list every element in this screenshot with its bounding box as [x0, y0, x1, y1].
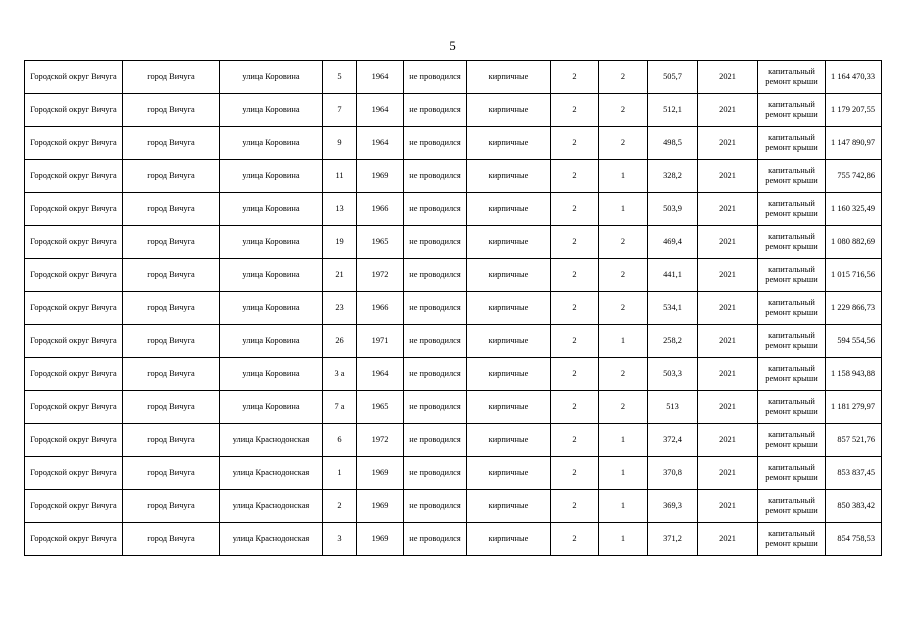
locality-cell: город Вичуга: [123, 424, 220, 457]
house-number-cell: 1: [323, 457, 357, 490]
street-cell: улица Краснодонская: [220, 523, 323, 556]
floors-cell: 2: [551, 424, 599, 457]
work-type-cell: капитальный ремонт крыши: [758, 292, 826, 325]
locality-cell: город Вичуга: [123, 457, 220, 490]
plan-year-cell: 2021: [698, 424, 758, 457]
table-body: [25, 61, 882, 556]
floors-cell: 2: [551, 94, 599, 127]
plan-year-cell: 2021: [698, 391, 758, 424]
work-type-cell: капитальный ремонт крыши: [758, 94, 826, 127]
cost-cell: 1 160 325,49: [826, 193, 882, 226]
table-row: [25, 523, 882, 556]
municipality-cell: Городской округ Вичуга: [25, 160, 123, 193]
area-cell: 469,4: [648, 226, 698, 259]
year-built-cell: 1969: [357, 160, 404, 193]
municipality-cell: Городской округ Вичуга: [25, 523, 123, 556]
municipality-cell: Городской округ Вичуга: [25, 292, 123, 325]
entrances-cell: 2: [599, 259, 648, 292]
plan-year-cell: 2021: [698, 193, 758, 226]
plan-year-cell: 2021: [698, 226, 758, 259]
year-built-cell: 1969: [357, 457, 404, 490]
wall-material-cell: кирпичные: [467, 523, 551, 556]
table-row: [25, 391, 882, 424]
area-cell: 370,8: [648, 457, 698, 490]
last-repair-cell: не проводился: [404, 391, 467, 424]
area-cell: 498,5: [648, 127, 698, 160]
floors-cell: 2: [551, 358, 599, 391]
area-cell: 503,9: [648, 193, 698, 226]
table-row: [25, 457, 882, 490]
locality-cell: город Вичуга: [123, 127, 220, 160]
work-type-cell: капитальный ремонт крыши: [758, 523, 826, 556]
locality-cell: город Вичуга: [123, 490, 220, 523]
house-number-cell: 13: [323, 193, 357, 226]
locality-cell: город Вичуга: [123, 193, 220, 226]
year-built-cell: 1965: [357, 226, 404, 259]
table-row: [25, 160, 882, 193]
locality-cell: город Вичуга: [123, 523, 220, 556]
street-cell: улица Коровина: [220, 127, 323, 160]
area-cell: 505,7: [648, 61, 698, 94]
table-row: [25, 127, 882, 160]
cost-cell: 594 554,56: [826, 325, 882, 358]
cost-cell: 1 147 890,97: [826, 127, 882, 160]
locality-cell: город Вичуга: [123, 94, 220, 127]
wall-material-cell: кирпичные: [467, 160, 551, 193]
area-cell: 503,3: [648, 358, 698, 391]
street-cell: улица Коровина: [220, 226, 323, 259]
house-number-cell: 11: [323, 160, 357, 193]
municipality-cell: Городской округ Вичуга: [25, 424, 123, 457]
plan-year-cell: 2021: [698, 490, 758, 523]
house-number-cell: 3 а: [323, 358, 357, 391]
house-number-cell: 9: [323, 127, 357, 160]
wall-material-cell: кирпичные: [467, 193, 551, 226]
plan-year-cell: 2021: [698, 160, 758, 193]
last-repair-cell: не проводился: [404, 325, 467, 358]
work-type-cell: капитальный ремонт крыши: [758, 193, 826, 226]
entrances-cell: 1: [599, 523, 648, 556]
entrances-cell: 1: [599, 424, 648, 457]
locality-cell: город Вичуга: [123, 325, 220, 358]
plan-year-cell: 2021: [698, 457, 758, 490]
cost-cell: 1 164 470,33: [826, 61, 882, 94]
last-repair-cell: не проводился: [404, 292, 467, 325]
table-row: [25, 325, 882, 358]
house-number-cell: 3: [323, 523, 357, 556]
floors-cell: 2: [551, 61, 599, 94]
floors-cell: 2: [551, 391, 599, 424]
plan-year-cell: 2021: [698, 61, 758, 94]
entrances-cell: 1: [599, 490, 648, 523]
work-type-cell: капитальный ремонт крыши: [758, 358, 826, 391]
area-cell: 372,4: [648, 424, 698, 457]
floors-cell: 2: [551, 127, 599, 160]
plan-year-cell: 2021: [698, 325, 758, 358]
year-built-cell: 1965: [357, 391, 404, 424]
entrances-cell: 1: [599, 325, 648, 358]
table-row: [25, 259, 882, 292]
municipality-cell: Городской округ Вичуга: [25, 457, 123, 490]
house-number-cell: 2: [323, 490, 357, 523]
work-type-cell: капитальный ремонт крыши: [758, 226, 826, 259]
last-repair-cell: не проводился: [404, 523, 467, 556]
wall-material-cell: кирпичные: [467, 226, 551, 259]
housing-registry-table: [24, 60, 882, 556]
house-number-cell: 23: [323, 292, 357, 325]
table-row: [25, 358, 882, 391]
house-number-cell: 19: [323, 226, 357, 259]
table-row: [25, 226, 882, 259]
plan-year-cell: 2021: [698, 358, 758, 391]
area-cell: 441,1: [648, 259, 698, 292]
house-number-cell: 7 а: [323, 391, 357, 424]
last-repair-cell: не проводился: [404, 490, 467, 523]
entrances-cell: 2: [599, 127, 648, 160]
entrances-cell: 1: [599, 193, 648, 226]
municipality-cell: Городской округ Вичуга: [25, 94, 123, 127]
locality-cell: город Вичуга: [123, 160, 220, 193]
floors-cell: 2: [551, 292, 599, 325]
entrances-cell: 1: [599, 457, 648, 490]
street-cell: улица Коровина: [220, 61, 323, 94]
year-built-cell: 1972: [357, 259, 404, 292]
locality-cell: город Вичуга: [123, 358, 220, 391]
wall-material-cell: кирпичные: [467, 391, 551, 424]
floors-cell: 2: [551, 160, 599, 193]
work-type-cell: капитальный ремонт крыши: [758, 160, 826, 193]
cost-cell: 857 521,76: [826, 424, 882, 457]
year-built-cell: 1971: [357, 325, 404, 358]
area-cell: 534,1: [648, 292, 698, 325]
house-number-cell: 5: [323, 61, 357, 94]
cost-cell: 1 158 943,88: [826, 358, 882, 391]
street-cell: улица Коровина: [220, 259, 323, 292]
floors-cell: 2: [551, 457, 599, 490]
floors-cell: 2: [551, 193, 599, 226]
municipality-cell: Городской округ Вичуга: [25, 490, 123, 523]
year-built-cell: 1966: [357, 193, 404, 226]
plan-year-cell: 2021: [698, 523, 758, 556]
cost-cell: 1 015 716,56: [826, 259, 882, 292]
year-built-cell: 1964: [357, 127, 404, 160]
house-number-cell: 21: [323, 259, 357, 292]
entrances-cell: 2: [599, 226, 648, 259]
cost-cell: 850 383,42: [826, 490, 882, 523]
cost-cell: 853 837,45: [826, 457, 882, 490]
municipality-cell: Городской округ Вичуга: [25, 226, 123, 259]
work-type-cell: капитальный ремонт крыши: [758, 490, 826, 523]
street-cell: улица Коровина: [220, 292, 323, 325]
street-cell: улица Коровина: [220, 160, 323, 193]
wall-material-cell: кирпичные: [467, 61, 551, 94]
last-repair-cell: не проводился: [404, 94, 467, 127]
street-cell: улица Краснодонская: [220, 490, 323, 523]
work-type-cell: капитальный ремонт крыши: [758, 259, 826, 292]
wall-material-cell: кирпичные: [467, 457, 551, 490]
municipality-cell: Городской округ Вичуга: [25, 391, 123, 424]
last-repair-cell: не проводился: [404, 259, 467, 292]
wall-material-cell: кирпичные: [467, 127, 551, 160]
last-repair-cell: не проводился: [404, 358, 467, 391]
street-cell: улица Краснодонская: [220, 457, 323, 490]
area-cell: 371,2: [648, 523, 698, 556]
table-row: [25, 94, 882, 127]
locality-cell: город Вичуга: [123, 61, 220, 94]
wall-material-cell: кирпичные: [467, 424, 551, 457]
table-row: [25, 490, 882, 523]
plan-year-cell: 2021: [698, 292, 758, 325]
municipality-cell: Городской округ Вичуга: [25, 325, 123, 358]
table-row: [25, 61, 882, 94]
area-cell: 328,2: [648, 160, 698, 193]
entrances-cell: 1: [599, 160, 648, 193]
municipality-cell: Городской округ Вичуга: [25, 193, 123, 226]
locality-cell: город Вичуга: [123, 259, 220, 292]
work-type-cell: капитальный ремонт крыши: [758, 391, 826, 424]
plan-year-cell: 2021: [698, 127, 758, 160]
area-cell: 512,1: [648, 94, 698, 127]
house-number-cell: 6: [323, 424, 357, 457]
municipality-cell: Городской округ Вичуга: [25, 259, 123, 292]
table-row: [25, 424, 882, 457]
street-cell: улица Коровина: [220, 391, 323, 424]
year-built-cell: 1964: [357, 358, 404, 391]
table-row: [25, 292, 882, 325]
last-repair-cell: не проводился: [404, 193, 467, 226]
street-cell: улица Коровина: [220, 193, 323, 226]
last-repair-cell: не проводился: [404, 457, 467, 490]
entrances-cell: 2: [599, 358, 648, 391]
year-built-cell: 1966: [357, 292, 404, 325]
year-built-cell: 1964: [357, 61, 404, 94]
municipality-cell: Городской округ Вичуга: [25, 61, 123, 94]
year-built-cell: 1972: [357, 424, 404, 457]
locality-cell: город Вичуга: [123, 391, 220, 424]
wall-material-cell: кирпичные: [467, 325, 551, 358]
house-number-cell: 26: [323, 325, 357, 358]
floors-cell: 2: [551, 523, 599, 556]
last-repair-cell: не проводился: [404, 127, 467, 160]
year-built-cell: 1969: [357, 523, 404, 556]
work-type-cell: капитальный ремонт крыши: [758, 325, 826, 358]
cost-cell: 1 080 882,69: [826, 226, 882, 259]
municipality-cell: Городской округ Вичуга: [25, 127, 123, 160]
entrances-cell: 2: [599, 292, 648, 325]
locality-cell: город Вичуга: [123, 292, 220, 325]
floors-cell: 2: [551, 259, 599, 292]
work-type-cell: капитальный ремонт крыши: [758, 424, 826, 457]
locality-cell: город Вичуга: [123, 226, 220, 259]
entrances-cell: 2: [599, 391, 648, 424]
year-built-cell: 1969: [357, 490, 404, 523]
work-type-cell: капитальный ремонт крыши: [758, 457, 826, 490]
floors-cell: 2: [551, 226, 599, 259]
last-repair-cell: не проводился: [404, 61, 467, 94]
entrances-cell: 2: [599, 61, 648, 94]
plan-year-cell: 2021: [698, 94, 758, 127]
street-cell: улица Коровина: [220, 94, 323, 127]
year-built-cell: 1964: [357, 94, 404, 127]
cost-cell: 755 742,86: [826, 160, 882, 193]
wall-material-cell: кирпичные: [467, 292, 551, 325]
floors-cell: 2: [551, 325, 599, 358]
cost-cell: 1 229 866,73: [826, 292, 882, 325]
area-cell: 369,3: [648, 490, 698, 523]
house-number-cell: 7: [323, 94, 357, 127]
municipality-cell: Городской округ Вичуга: [25, 358, 123, 391]
page-number: 5: [449, 38, 456, 53]
cost-cell: 1 181 279,97: [826, 391, 882, 424]
work-type-cell: капитальный ремонт крыши: [758, 61, 826, 94]
wall-material-cell: кирпичные: [467, 358, 551, 391]
cost-cell: 854 758,53: [826, 523, 882, 556]
floors-cell: 2: [551, 490, 599, 523]
entrances-cell: 2: [599, 94, 648, 127]
plan-year-cell: 2021: [698, 259, 758, 292]
cost-cell: 1 179 207,55: [826, 94, 882, 127]
last-repair-cell: не проводился: [404, 226, 467, 259]
street-cell: улица Коровина: [220, 325, 323, 358]
last-repair-cell: не проводился: [404, 160, 467, 193]
table-row: [25, 193, 882, 226]
street-cell: улица Краснодонская: [220, 424, 323, 457]
wall-material-cell: кирпичные: [467, 490, 551, 523]
street-cell: улица Коровина: [220, 358, 323, 391]
wall-material-cell: кирпичные: [467, 94, 551, 127]
last-repair-cell: не проводился: [404, 424, 467, 457]
wall-material-cell: кирпичные: [467, 259, 551, 292]
area-cell: 513: [648, 391, 698, 424]
area-cell: 258,2: [648, 325, 698, 358]
work-type-cell: капитальный ремонт крыши: [758, 127, 826, 160]
